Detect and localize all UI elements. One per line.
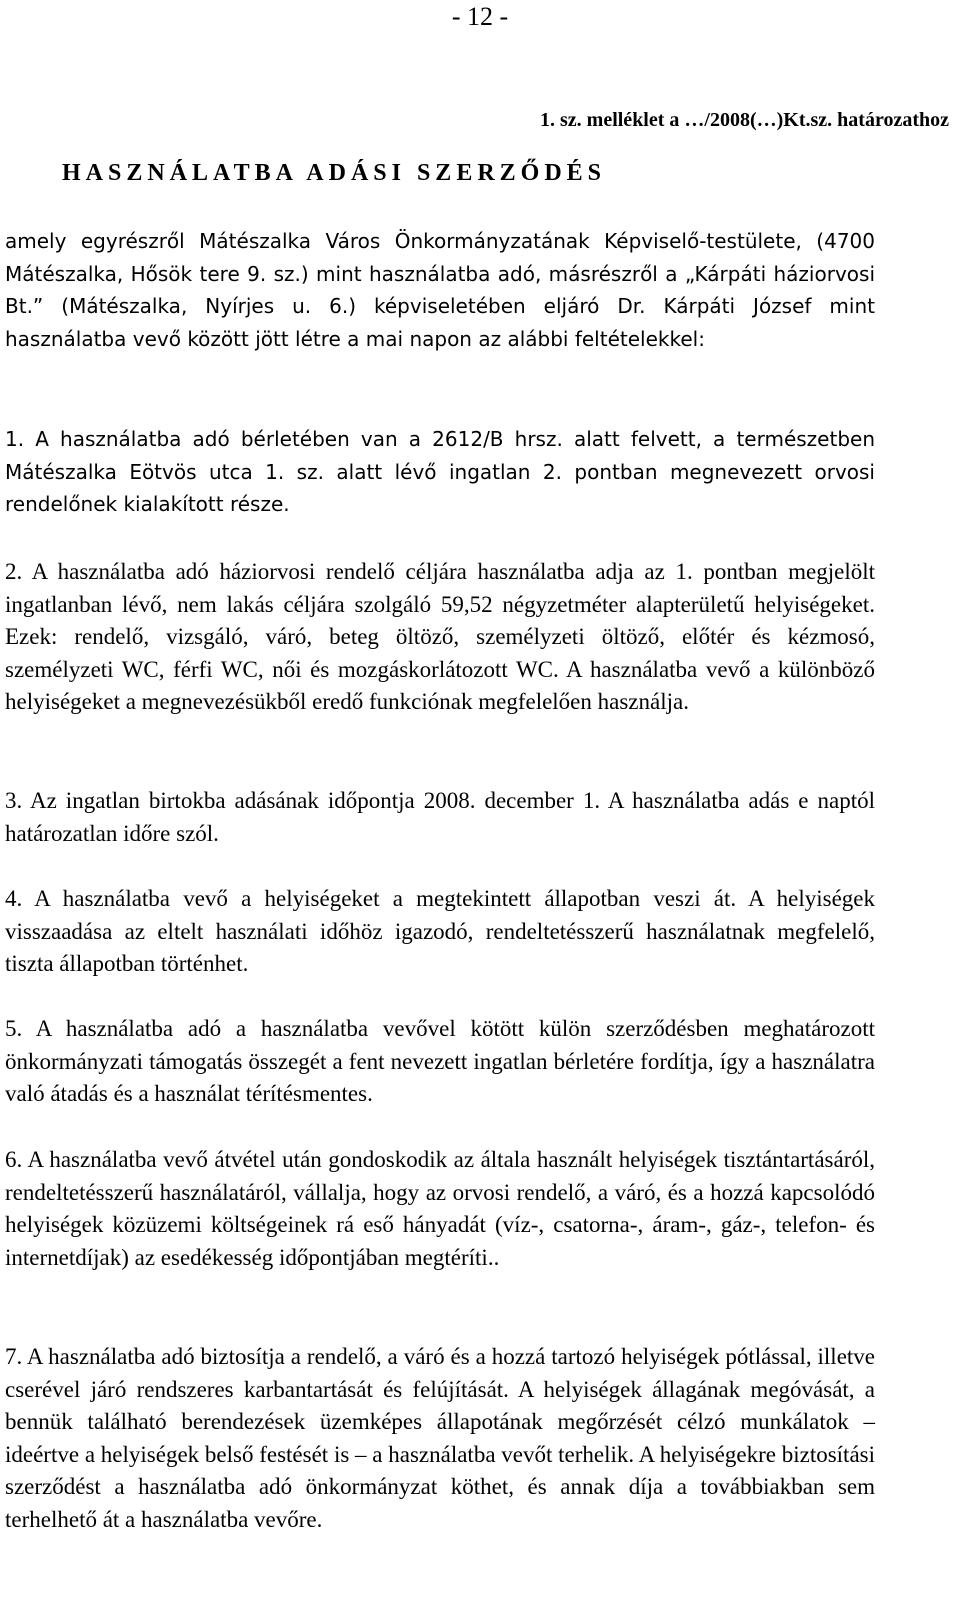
paragraph-2: 2. A használatba adó háziorvosi rendelő céljára használatba adja az 1. pontban megjelölt ingatlanban lévő, nem lakás céljára szolgáló 59,52 négyzetméter alapterületű helyiségeket. Ezek: rendelő, vizsgáló, váró, beteg öltöző, személyzeti öltöző, előtér és kézmosó, személyzeti WC, férfi WC, női és mozgáskorlátozott WC. A használatba vevő a különböző helyiségeket a megnevezésükből eredő funkciónak megfelelően használja. xyxy=(5,559,875,714)
page-number: - 12 - xyxy=(451,2,509,31)
paragraph-6: 6. A használatba vevő átvétel után gondoskodik az általa használt helyiségek tisztántartásáról, rendeltetésszerű használatáról, vállalja, hogy az orvosi rendelő, a váró, és a hozzá kapcsolódó helyiségek közüzemi költségeinek rá eső hányadát (víz-, csatorna-, áram-, gáz-, telefon- és internetdíjak) az esedékesség időpontjában megtéríti.. xyxy=(5,1147,875,1270)
intro-paragraph: amely egyrészről Mátészalka Város Önkormányzatának Képviselő-testülete, (4700 Mátészalka, Hősök tere 9. sz.) mint használatba adó, másrészről a „Kárpáti háziorvosi Bt.” (Mátészalka, Nyírjes u. 6.) képviseletében eljáró Dr. Kárpáti József mint használatba vevő között jött létre a mai napon az alábbi feltételekkel: xyxy=(5,229,875,351)
paragraph-5: 5. A használatba adó a használatba vevővel kötött külön szerződésben meghatározott önkormányzati támogatás összegét a fent nevezett ingatlan bérletére fordítja, így a használatra való átadás és a használat térítésmentes. xyxy=(5,1016,875,1106)
annex-reference: 1. sz. melléklet a …/2008(…)Kt.sz. határozathoz xyxy=(540,109,949,131)
paragraph-7: 7. A használatba adó biztosítja a rendelő, a váró és a hozzá tartozó helyiségek pótlással, illetve cserével járó rendszeres karbantartását és felújítását. A helyiségek állagának megóvását, a bennük található berendezések üzemképes állapotának megőrzését célzó munkálatok – ideértve a helyiségek belső festését is – a használatba vevőt terhelik. A helyiségekre biztosítási szerződést a használatba adó önkormányzat köthet, és annak díja a továbbiakban sem terhelhető át a használatba vevőre. xyxy=(5,1344,875,1532)
document-title: HASZNÁLATBA ADÁSI SZERZŐDÉS xyxy=(62,160,607,186)
paragraph-1: 1. A használatba adó bérletében van a 2612/B hrsz. alatt felvett, a természetben Mátészalka Eötvös utca 1. sz. alatt lévő ingatlan 2. pontban megnevezett orvosi rendelőnek kialakított része. xyxy=(5,427,875,516)
paragraph-4: 4. A használatba vevő a helyiségeket a megtekintett állapotban veszi át. A helyiségek visszaadása az eltelt használati időhöz igazodó, rendeltetésszerű használatnak megfelelő, tiszta állapotban történhet. xyxy=(5,886,875,976)
paragraph-3: 3. Az ingatlan birtokba adásának időpontja 2008. december 1. A használatba adás e naptól határozatlan időre szól. xyxy=(5,788,875,846)
